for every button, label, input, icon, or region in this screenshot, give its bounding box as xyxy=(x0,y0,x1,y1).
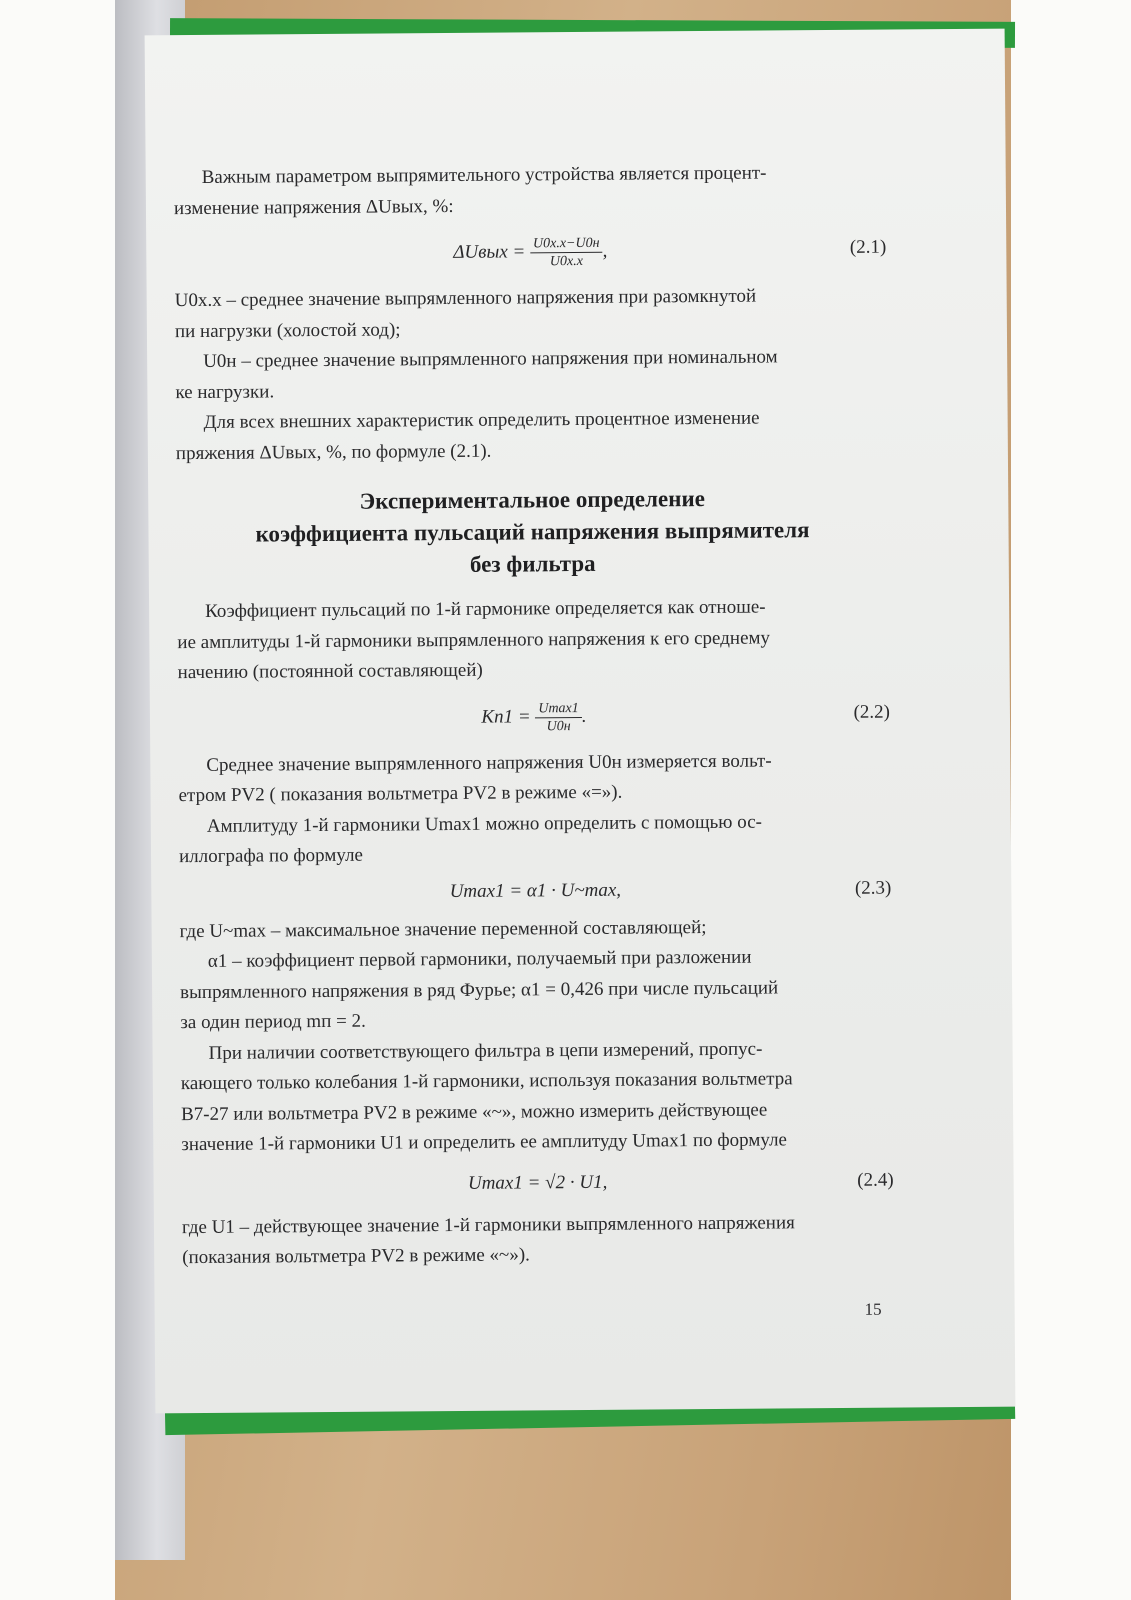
paragraph: кающего только колебания 1-й гармоники, используя показания вольтметра xyxy=(180,1068,793,1095)
section-heading xyxy=(176,482,889,584)
page-number: 15 xyxy=(864,1299,882,1319)
equation-number: (2.4) xyxy=(857,1169,894,1191)
equation-formula: Umax1 = α1 · U~max, xyxy=(449,879,622,902)
definition-line: выпрямленного напряжения в ряд Фурье; α1 = 0,426 при числе пульсаций xyxy=(180,976,779,1003)
paragraph: пряжения ΔUвых, %, по формуле (2.1). xyxy=(175,440,492,464)
paragraph: начению (постоянной составляющей) xyxy=(177,659,483,684)
equation-2-4 xyxy=(181,1157,893,1211)
equation-punctuation: . xyxy=(581,705,587,727)
equation-fraction xyxy=(535,699,582,734)
heading-line: без фильтра xyxy=(469,550,596,577)
fraction-denominator: U0х.х xyxy=(549,253,583,270)
fraction-numerator: Umax1 xyxy=(535,699,582,717)
definition-line: α1 – коэффициент первой гармоники, получаемый при разложении xyxy=(207,946,752,972)
equation-formula: Umax1 = √2 · U1, xyxy=(467,1171,608,1194)
definition-line: (показания вольтметра PV2 в режиме «~»). xyxy=(182,1244,530,1269)
equation-2-2 xyxy=(178,685,890,749)
paragraph: В7-27 или вольтметра PV2 в режиме «~», можно измерить действующее xyxy=(180,1099,768,1125)
page-content xyxy=(174,158,895,1274)
equation-punctuation: , xyxy=(602,240,608,262)
equation-2-1 xyxy=(174,221,886,285)
equation-number: (2.3) xyxy=(854,877,892,899)
equation-lhs: ΔUвых = xyxy=(453,241,526,263)
paragraph: Коэффициент пульсаций по 1-й гармонике определяется как отноше- xyxy=(205,596,766,622)
heading-line: Экспериментальное определение xyxy=(359,486,705,514)
paragraph: Для всех внешних характеристик определить процентное изменение xyxy=(203,407,760,433)
background-right xyxy=(1011,0,1131,1600)
equation-number: (2.1) xyxy=(849,236,887,258)
document-page xyxy=(145,29,1016,1414)
background-left xyxy=(0,0,115,1600)
equation-fraction xyxy=(530,235,603,271)
fraction-numerator: U0х.х−U0н xyxy=(530,235,603,254)
paragraph: При наличии соответствующего фильтра в цепи измерений, пропус- xyxy=(208,1038,763,1064)
paragraph: иллографа по формуле xyxy=(178,844,364,868)
definition-line: где U1 – действующее значение 1-й гармоники выпрямленного напряжения xyxy=(181,1211,795,1238)
paragraph: Амплитуду 1-й гармоники Umax1 можно определить с помощью ос- xyxy=(206,811,763,837)
paragraph: етром PV2 ( показания вольтметра PV2 в режиме «=»). xyxy=(178,781,623,807)
paragraph: Важным параметром выпрямительного устройства является процент- xyxy=(201,162,767,188)
equation-lhs: Kп1 = xyxy=(481,705,531,728)
paragraph: Среднее значение выпрямленного напряжения U0н измеряется вольт- xyxy=(206,749,772,776)
definition-line: где U~max – максимальное значение переменной составляющей; xyxy=(179,916,707,942)
definition-line: за один период mп = 2. xyxy=(180,1010,366,1034)
equation-number: (2.2) xyxy=(853,701,891,723)
heading-line: коэффициента пульсаций напряжения выпрямителя xyxy=(255,517,810,547)
definition-line: пи нагрузки (холостой ход); xyxy=(174,318,401,342)
paragraph: изменение напряжения ΔUвых, %: xyxy=(173,195,454,219)
fraction-denominator: U0н xyxy=(546,718,571,734)
definition-line: U0н – среднее значение выпрямленного напряжения при номинальном xyxy=(203,346,778,372)
paragraph: ие амплитуды 1-й гармоники выпрямленного напряжения к его среднему xyxy=(177,627,771,653)
definition-line: ке нагрузки. xyxy=(175,380,275,403)
paragraph: значение 1-й гармоники U1 и определить ее амплитуду Umax1 по формуле xyxy=(181,1129,788,1156)
equation-2-3 xyxy=(179,869,891,915)
definition-line: U0х.х – среднее значение выпрямленного напряжения при разомкнутой xyxy=(174,285,757,312)
